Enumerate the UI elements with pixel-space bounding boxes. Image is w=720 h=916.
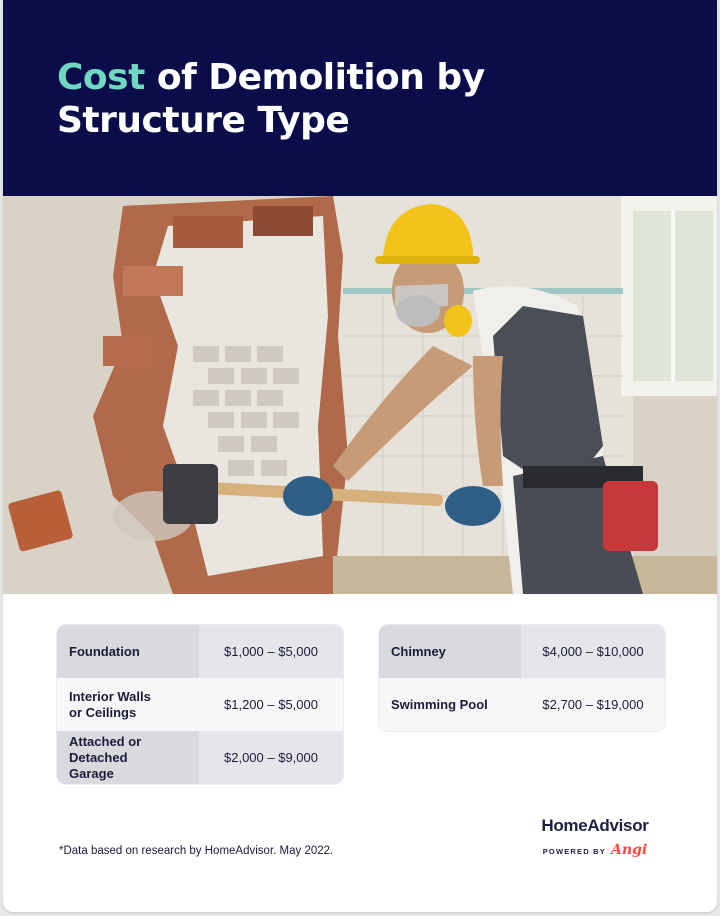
table-row: [379, 625, 665, 678]
homeadvisor-logo: HomeAdvisor: [541, 816, 649, 835]
structure-cost: $2,700 – $19,000: [521, 678, 665, 731]
structure-cost: $2,000 – $9,000: [199, 731, 343, 784]
structure-cost: $4,000 – $10,000: [521, 625, 665, 678]
table-row: [379, 678, 665, 731]
header-banner: [3, 0, 717, 196]
title-accent: Cost: [57, 57, 145, 98]
structure-name: Attached or Detached Garage: [57, 731, 199, 784]
table-row: [57, 731, 343, 784]
cost-table-left: [57, 625, 343, 784]
infographic-card: [3, 0, 717, 912]
table-row: [57, 625, 343, 678]
title-rest: of Demolition by Structure Type: [57, 57, 485, 141]
structure-cost: $1,200 – $5,000: [199, 678, 343, 731]
angi-logo: Angi: [611, 842, 648, 858]
structure-name: Swimming Pool: [379, 678, 521, 731]
source-footnote: *Data based on research by HomeAdvisor. May 2022.: [59, 845, 334, 857]
structure-name: Foundation: [57, 625, 199, 678]
worker-demolishing-brick-wall-icon: [3, 196, 717, 594]
page-title: [57, 56, 617, 142]
structure-name: Chimney: [379, 625, 521, 678]
structure-name: Interior Walls or Ceilings: [57, 678, 199, 731]
structure-cost: $1,000 – $5,000: [199, 625, 343, 678]
demolition-photo: [3, 196, 717, 594]
powered-by-label: POWERED BY: [542, 847, 606, 856]
brand-logo: [525, 816, 665, 858]
powered-by-line: [525, 842, 665, 858]
table-row: [57, 678, 343, 731]
cost-table-right: [379, 625, 665, 731]
